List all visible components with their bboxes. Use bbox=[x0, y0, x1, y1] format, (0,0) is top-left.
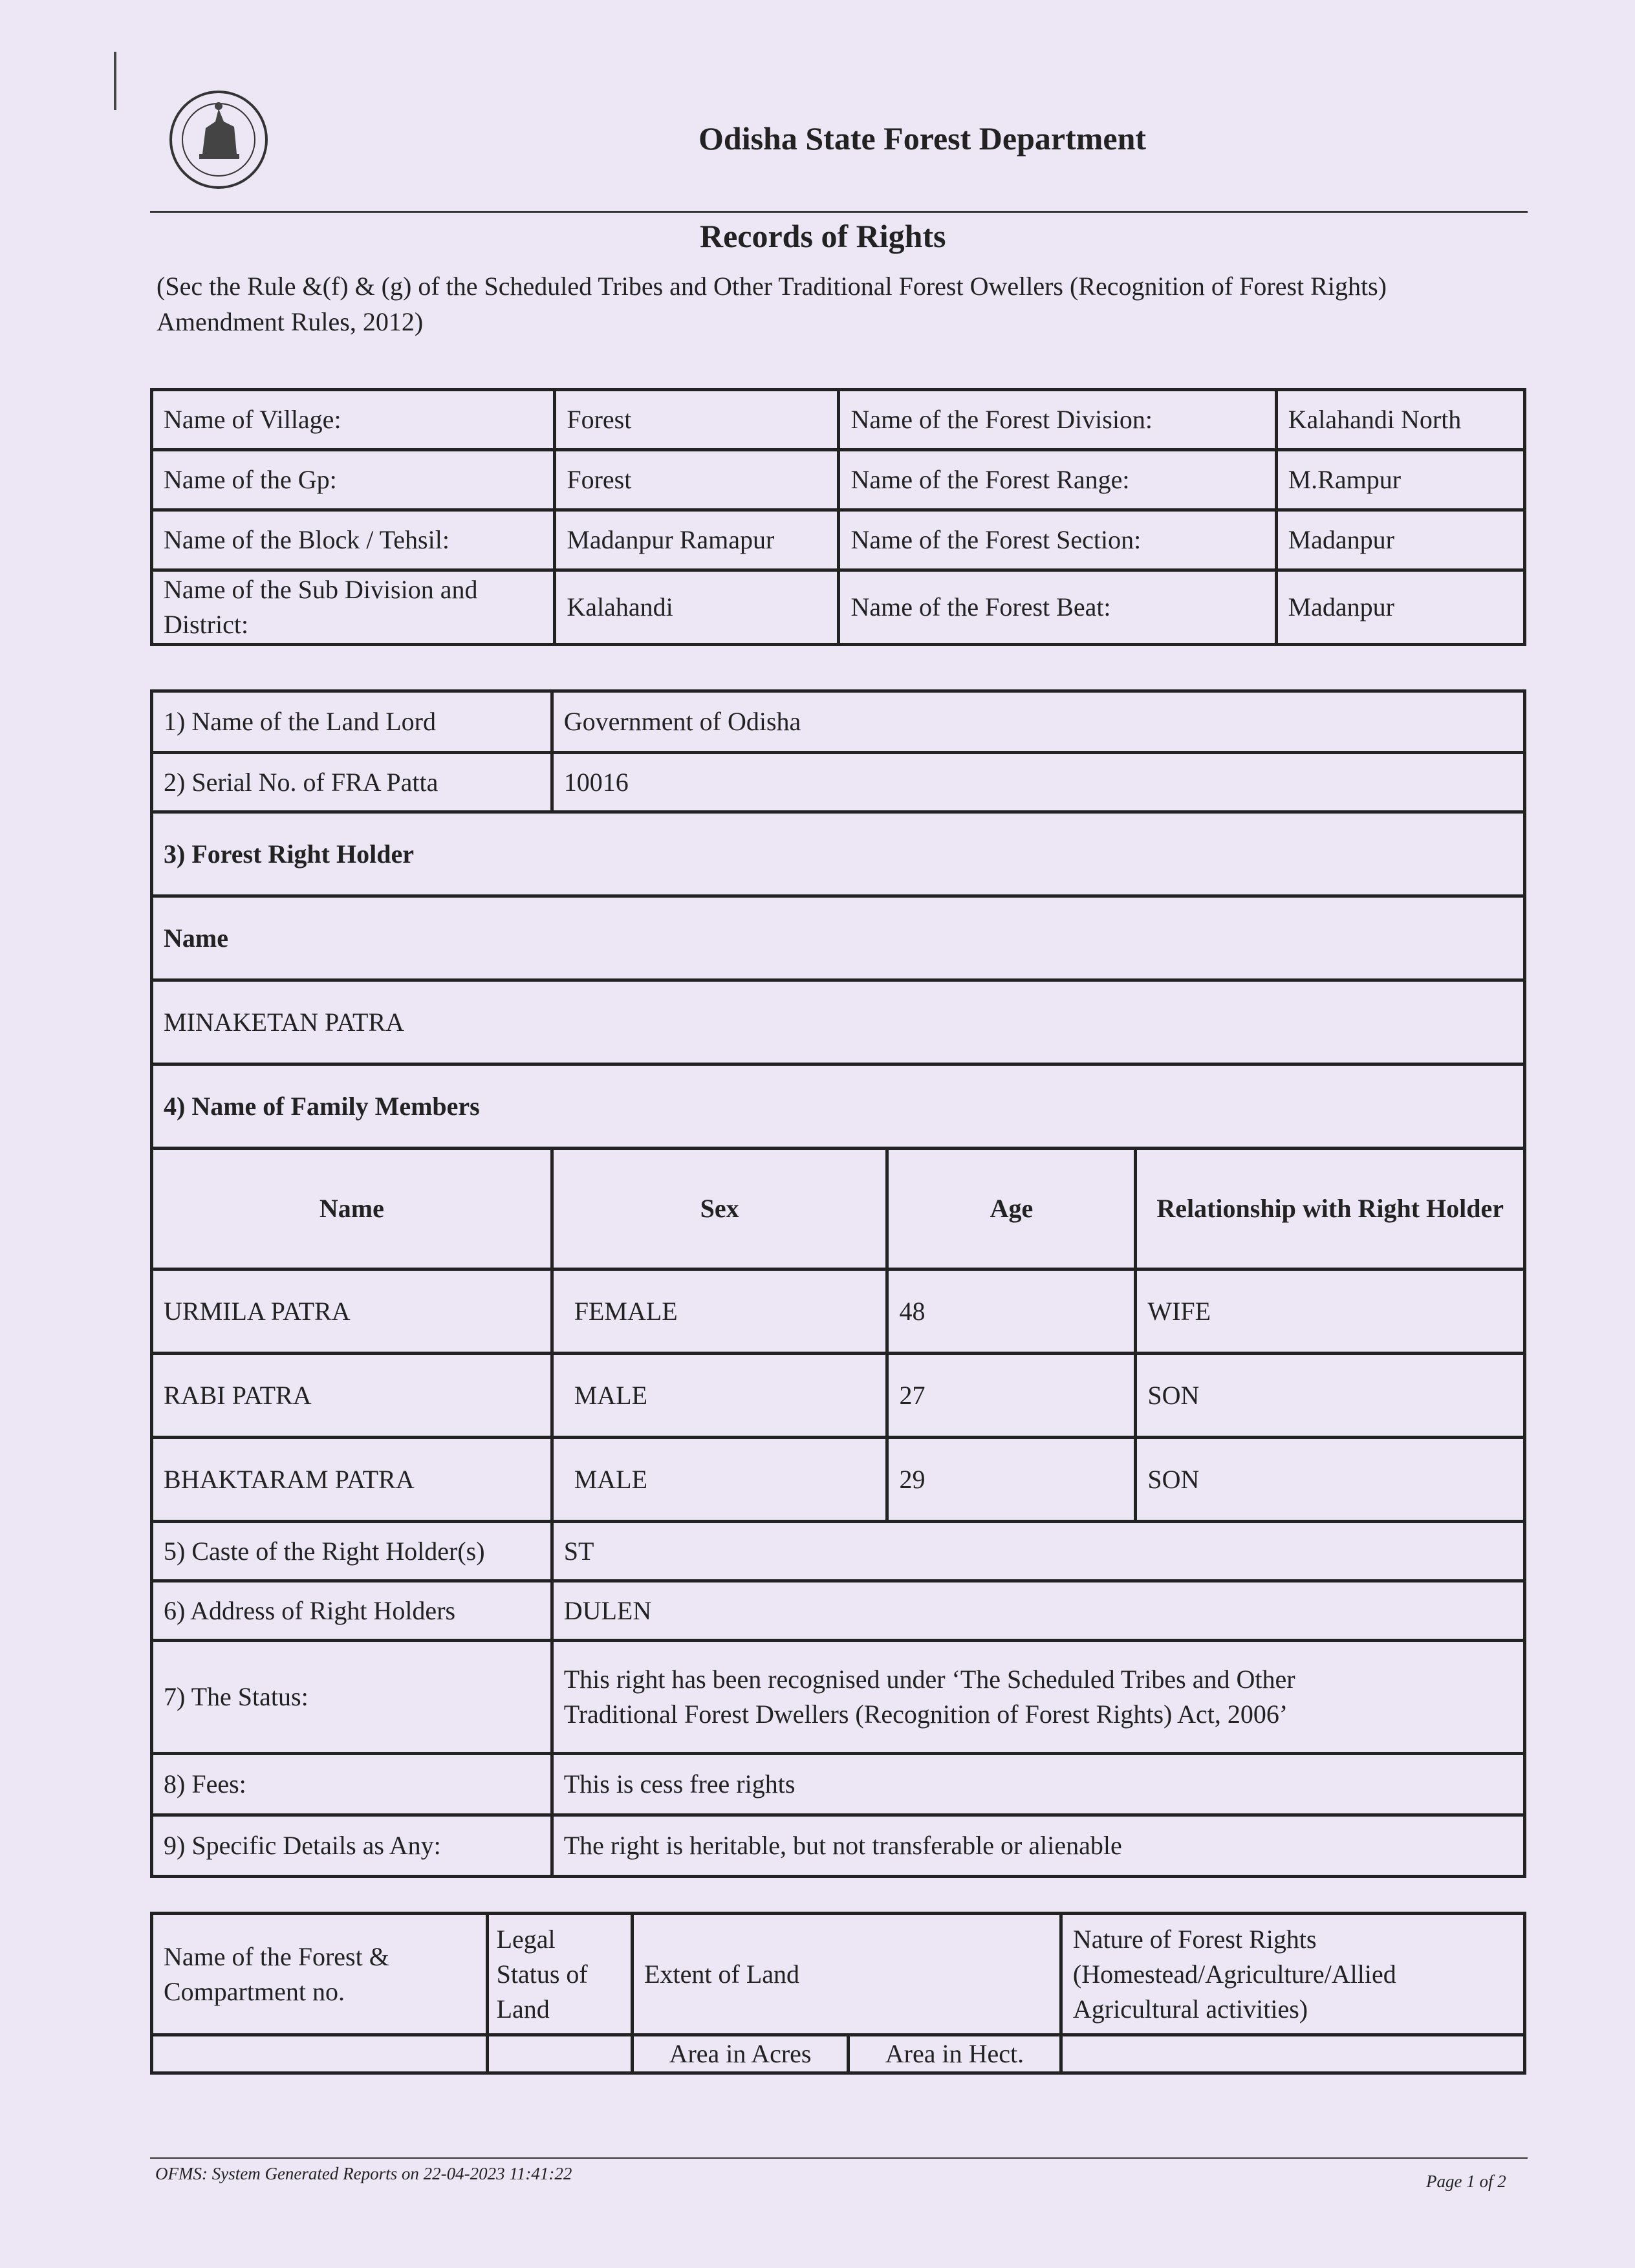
odisha-emblem-icon bbox=[167, 83, 270, 199]
member-sex: MALE bbox=[552, 1354, 887, 1438]
member-name: URMILA PATRA bbox=[152, 1269, 552, 1354]
member-name: RABI PATRA bbox=[152, 1354, 552, 1438]
section-value: Madanpur bbox=[1276, 510, 1524, 570]
footer-rule bbox=[150, 2157, 1528, 2159]
member-name: BHAKTARAM PATRA bbox=[152, 1438, 552, 1522]
gp-label: Name of the Gp: bbox=[152, 450, 555, 510]
forest-compartment-header: Name of the Forest & Compartment no. bbox=[152, 1914, 488, 2035]
status-label: 7) The Status: bbox=[152, 1641, 552, 1754]
status-value: This right has been recognised under ‘The Scheduled Tribes and Other Traditional Forest Dwellers (Recognition of Forest Rights) Act, 2006’ bbox=[552, 1641, 1524, 1754]
col-name-header: Name bbox=[152, 1149, 552, 1269]
legal-status-cell bbox=[487, 2035, 632, 2073]
land-table bbox=[150, 1912, 1526, 2075]
area-acres-header: Area in Acres bbox=[633, 2035, 849, 2073]
legal-status-header: Legal Status of Land bbox=[487, 1914, 632, 2035]
footer-page-number: Page 1 of 2 bbox=[1426, 2172, 1506, 2191]
forest-compartment-cell bbox=[152, 2035, 488, 2073]
family-heading: 4) Name of Family Members bbox=[152, 1064, 1525, 1149]
village-label: Name of Village: bbox=[152, 390, 555, 450]
table-row bbox=[152, 1354, 1525, 1438]
col-relationship-header: Relationship with Right Holder bbox=[1136, 1149, 1525, 1269]
subdivision-label: Name of the Sub Division and District: bbox=[152, 570, 555, 645]
beat-value: Madanpur bbox=[1276, 570, 1524, 645]
nature-header: Nature of Forest Rights (Homestead/Agriculture/Allied Agricultural activities) bbox=[1061, 1914, 1524, 2035]
fees-label: 8) Fees: bbox=[152, 1754, 552, 1815]
holder-heading: 3) Forest Right Holder bbox=[152, 812, 1525, 896]
member-age: 29 bbox=[887, 1438, 1136, 1522]
details-table bbox=[150, 689, 1526, 1878]
member-sex: MALE bbox=[552, 1438, 887, 1522]
caste-value: ST bbox=[552, 1522, 1524, 1581]
address-value: DULEN bbox=[552, 1581, 1524, 1641]
rule-reference: (Sec the Rule &(f) & (g) of the Scheduled Tribes and Other Traditional Forest Owellers (Recognition of Forest Rights) Amendment Rules, 2012) bbox=[157, 272, 1387, 336]
landlord-label: 1) Name of the Land Lord bbox=[152, 691, 552, 753]
landlord-value: Government of Odisha bbox=[552, 691, 1524, 753]
division-value: Kalahandi North bbox=[1276, 390, 1524, 450]
table-row bbox=[152, 1269, 1525, 1354]
fees-value: This is cess free rights bbox=[552, 1754, 1524, 1815]
member-age: 48 bbox=[887, 1269, 1136, 1354]
member-relation: SON bbox=[1136, 1438, 1525, 1522]
col-age-header: Age bbox=[887, 1149, 1136, 1269]
col-sex-header: Sex bbox=[552, 1149, 887, 1269]
member-relation: WIFE bbox=[1136, 1269, 1525, 1354]
pen-mark bbox=[114, 52, 116, 110]
nature-cell bbox=[1061, 2035, 1524, 2073]
beat-label: Name of the Forest Beat: bbox=[839, 570, 1276, 645]
member-age: 27 bbox=[887, 1354, 1136, 1438]
holder-name: MINAKETAN PATRA bbox=[152, 980, 1525, 1064]
specific-value: The right is heritable, but not transferable or alienable bbox=[552, 1815, 1524, 1877]
range-value: M.Rampur bbox=[1276, 450, 1524, 510]
header-rule bbox=[150, 211, 1528, 213]
village-value: Forest bbox=[555, 390, 839, 450]
specific-label: 9) Specific Details as Any: bbox=[152, 1815, 552, 1877]
area-hect-header: Area in Hect. bbox=[849, 2035, 1061, 2073]
document-title: Records of Rights bbox=[700, 218, 946, 254]
location-table bbox=[150, 388, 1526, 646]
serial-label: 2) Serial No. of FRA Patta bbox=[152, 753, 552, 812]
division-label: Name of the Forest Division: bbox=[839, 390, 1276, 450]
block-value: Madanpur Ramapur bbox=[555, 510, 839, 570]
member-relation: SON bbox=[1136, 1354, 1525, 1438]
caste-label: 5) Caste of the Right Holder(s) bbox=[152, 1522, 552, 1581]
member-sex: FEMALE bbox=[552, 1269, 887, 1354]
subdivision-value: Kalahandi bbox=[555, 570, 839, 645]
block-label: Name of the Block / Tehsil: bbox=[152, 510, 555, 570]
serial-value: 10016 bbox=[552, 753, 1524, 812]
gp-value: Forest bbox=[555, 450, 839, 510]
department-title: Odisha State Forest Department bbox=[698, 120, 1147, 157]
address-label: 6) Address of Right Holders bbox=[152, 1581, 552, 1641]
range-label: Name of the Forest Range: bbox=[839, 450, 1276, 510]
name-heading: Name bbox=[152, 896, 1525, 980]
footer-generated: OFMS: System Generated Reports on 22-04-2023 11:41:22 bbox=[155, 2164, 572, 2183]
extent-header: Extent of Land bbox=[633, 1914, 1061, 2035]
section-label: Name of the Forest Section: bbox=[839, 510, 1276, 570]
table-row bbox=[152, 1438, 1525, 1522]
